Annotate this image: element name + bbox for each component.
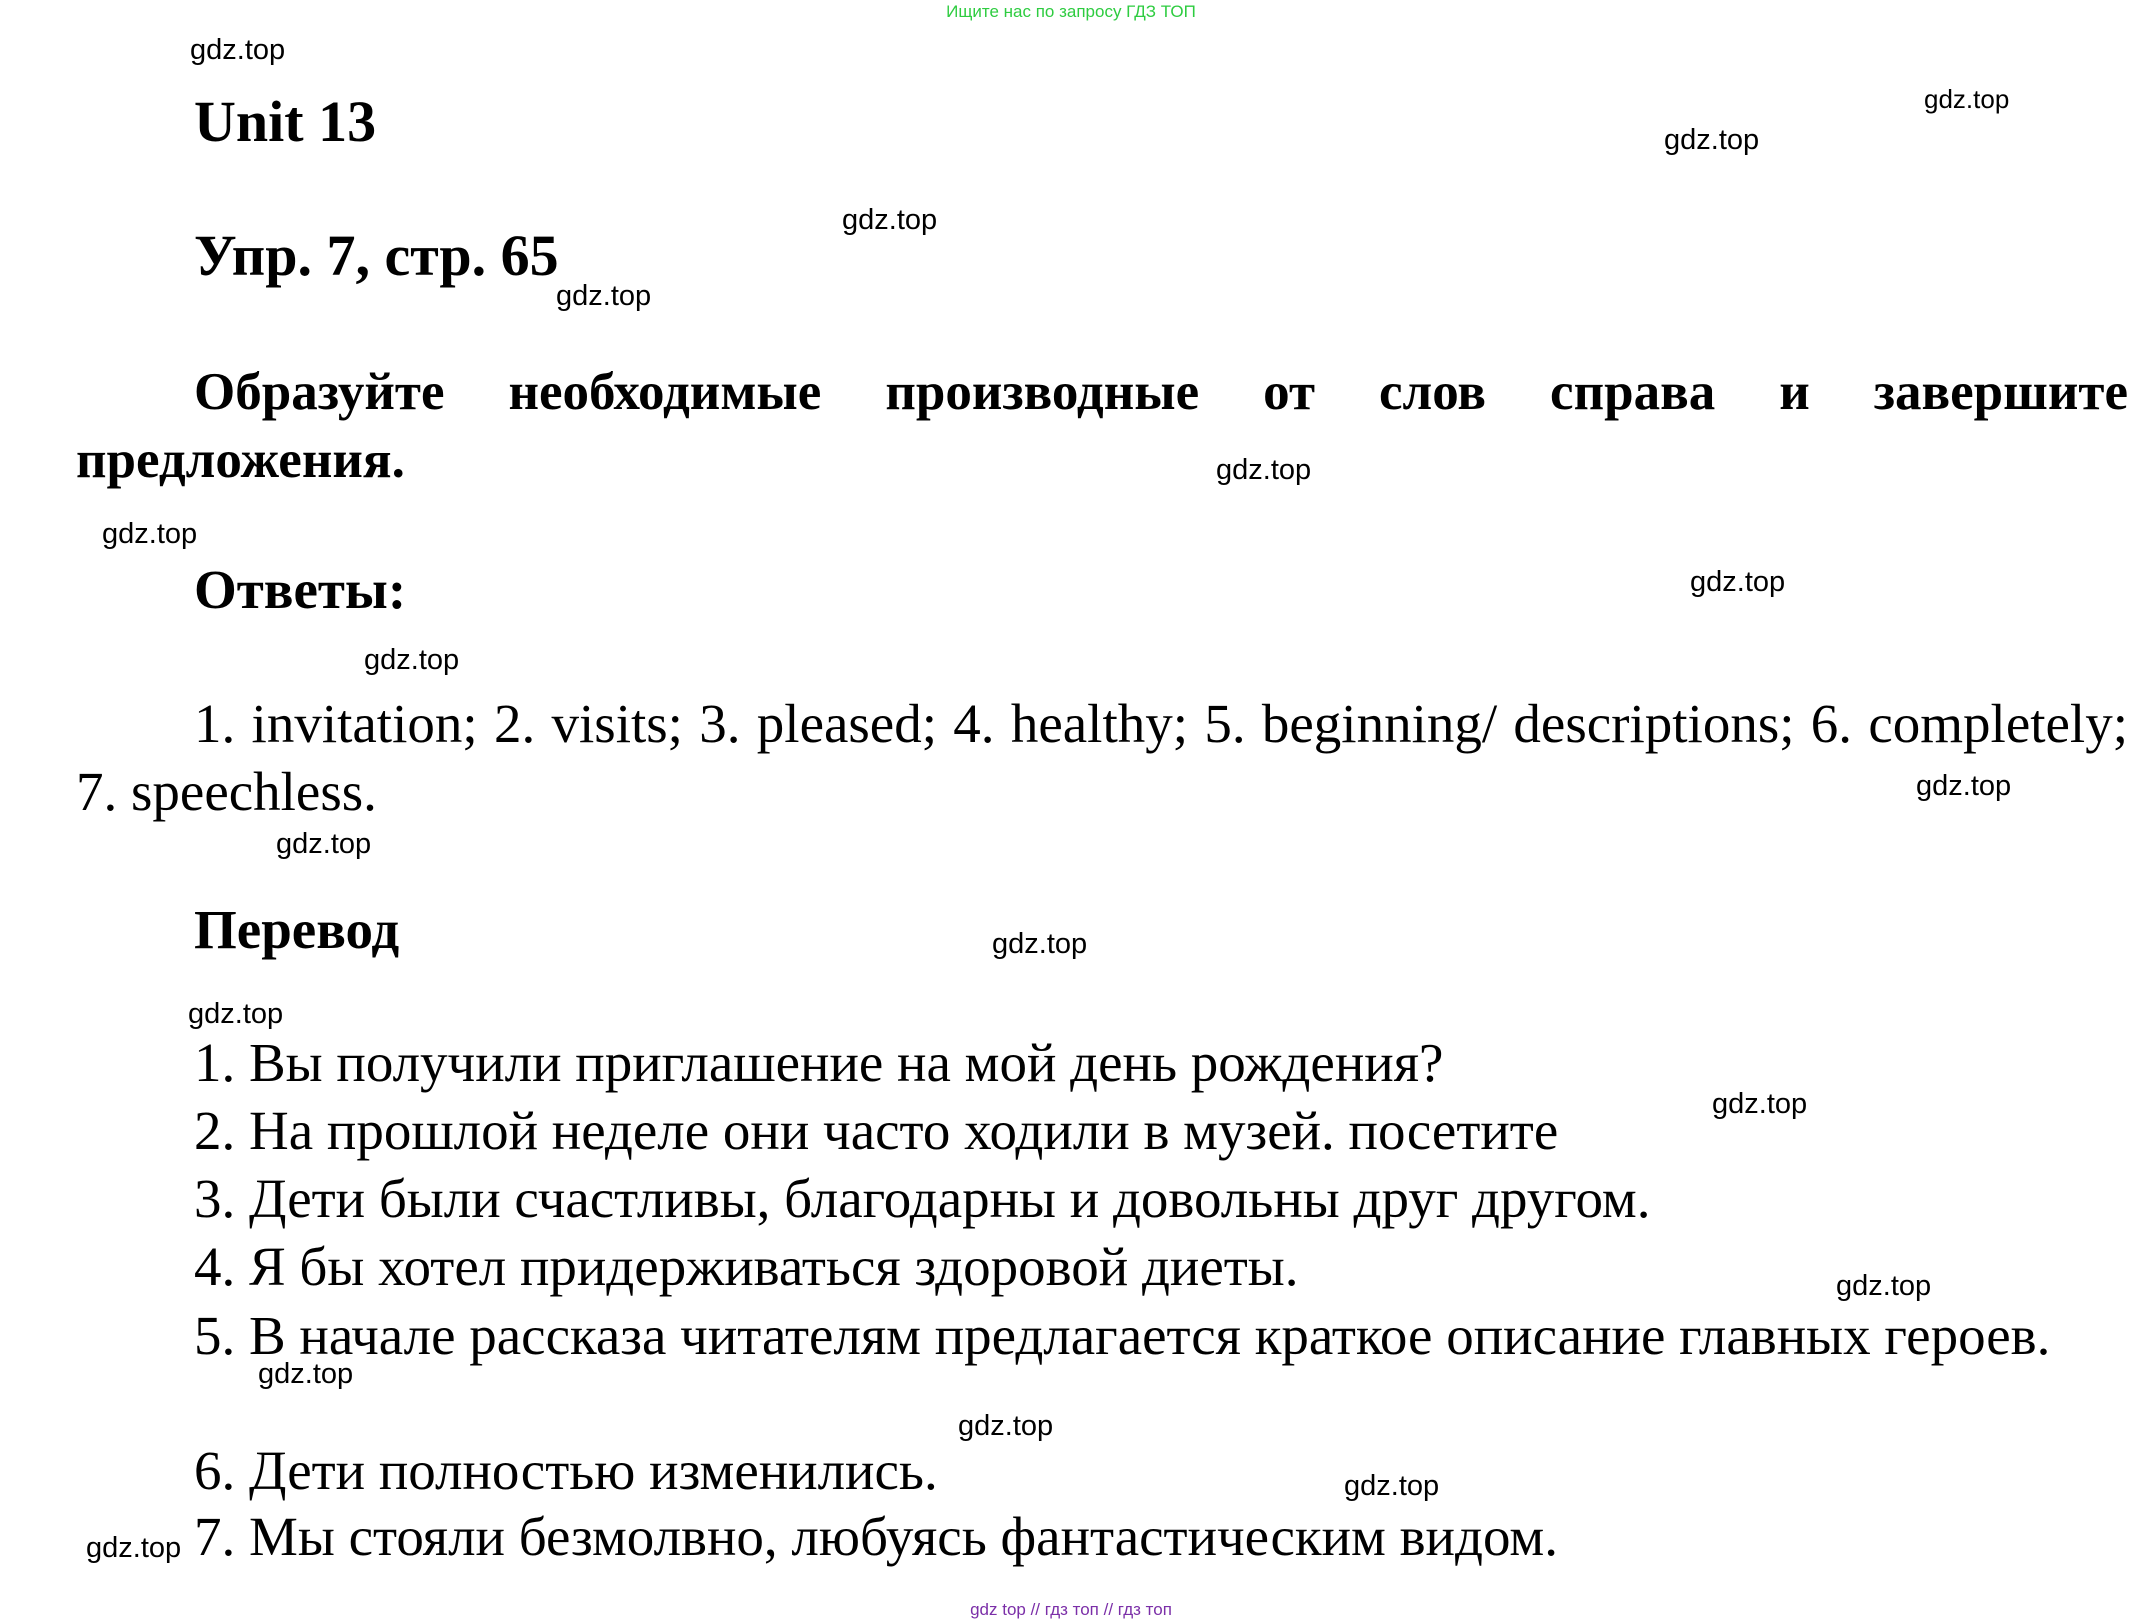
translation-line: 3. Дети были счастливы, благодарны и довольны друг другом. xyxy=(194,1168,1651,1229)
unit-title: Unit 13 xyxy=(194,89,377,154)
watermark: gdz.top xyxy=(364,644,460,676)
watermark: gdz.top xyxy=(1664,124,1760,156)
watermark: gdz.top xyxy=(102,518,198,550)
watermark: gdz.top xyxy=(86,1532,182,1564)
watermark: gdz.top xyxy=(1916,770,2012,802)
watermark: gdz.top xyxy=(188,998,284,1030)
translation-line: 6. Дети полностью изменились. xyxy=(194,1440,938,1501)
watermark: gdz.top xyxy=(1836,1270,1932,1302)
watermark: gdz.top xyxy=(258,1358,354,1390)
watermark: gdz.top xyxy=(1216,454,1312,486)
answers-heading: Ответы: xyxy=(194,559,407,620)
translation-line: 4. Я бы хотел придерживаться здоровой диеты. xyxy=(194,1236,1299,1297)
translation-line: 1. Вы получили приглашение на мой день рождения? xyxy=(194,1032,1444,1093)
translation-line: 7. Мы стояли безмолвно, любуясь фантастическим видом. xyxy=(194,1506,1558,1567)
watermark: gdz.top xyxy=(276,828,372,860)
translation-line: 2. На прошлой неделе они часто ходили в музей. посетите xyxy=(194,1100,1559,1161)
watermark: gdz.top xyxy=(992,928,1088,960)
watermark: gdz.top xyxy=(1924,84,2010,114)
watermark: gdz.top xyxy=(1690,566,1786,598)
task-instruction: Образуйте необходимые производные от слов справа и завершите предложения. xyxy=(76,363,2128,489)
watermark: gdz.top xyxy=(842,204,938,236)
top-banner-note: Ищите нас по запросу ГДЗ ТОП xyxy=(946,2,1196,21)
exercise-title: Упр. 7, стр. 65 xyxy=(194,223,559,288)
watermark: gdz.top xyxy=(958,1410,1054,1442)
answers-text: 1. invitation; 2. visits; 3. pleased; 4. healthy; 5. beginning/ descriptions; 6. completely; 7. speechless. xyxy=(76,693,2128,822)
watermark: gdz.top xyxy=(190,34,286,66)
watermark: gdz.top xyxy=(1712,1088,1808,1120)
bottom-footer-note: gdz top // гдз топ // гдз топ xyxy=(970,1600,1172,1619)
translation-line: 5. В начале рассказа читателям предлагается краткое описание главных героев. xyxy=(194,1305,2051,1366)
watermark: gdz.top xyxy=(556,280,652,312)
watermark: gdz.top xyxy=(1344,1470,1440,1502)
translation-heading: Перевод xyxy=(194,899,400,960)
